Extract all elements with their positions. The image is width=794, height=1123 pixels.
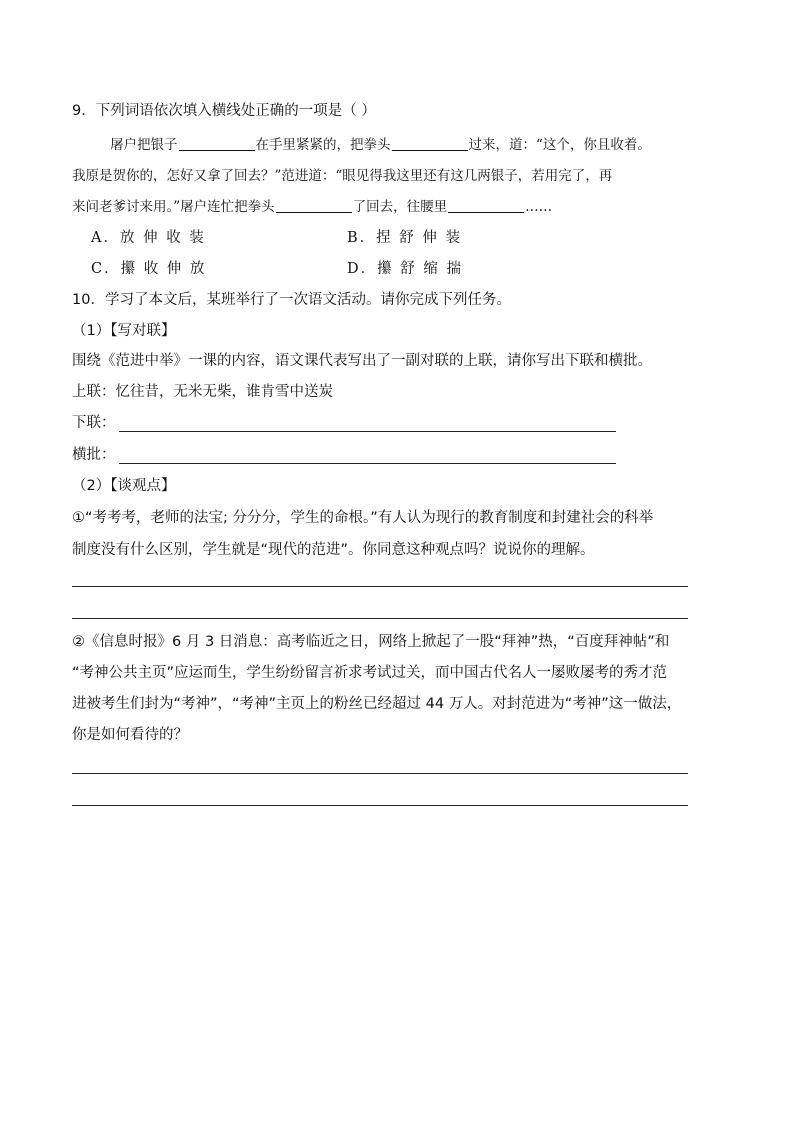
passage-text: 了回去，往腰里	[352, 199, 448, 215]
fill-blank-2[interactable]	[392, 136, 468, 151]
fill-blank-3[interactable]	[276, 198, 352, 213]
answer-line[interactable]	[72, 805, 688, 806]
passage-line-3	[72, 197, 552, 217]
part-2-q1-line-1: ①“考考考，老师的法宝; 分分分，学生的命根。”有人认为现行的教育制度和封建社会的科举	[72, 510, 654, 526]
couplet-lower-answer-line[interactable]	[119, 431, 616, 432]
passage-line-1	[110, 135, 651, 155]
passage-text: ……	[525, 199, 553, 215]
couplet-lower-label: 下联：	[72, 415, 116, 431]
couplet-upper-line: 上联：忆往昔，无米无柴，谁肯雪中送炭	[72, 384, 333, 400]
question-10-stem: 10．学习了本文后，某班举行了一次语文活动。请你完成下列任务。	[72, 292, 511, 308]
answer-line[interactable]	[72, 773, 688, 774]
option-a[interactable]: A．放 伸 收 装	[91, 230, 206, 246]
answer-line[interactable]	[72, 586, 688, 587]
option-c[interactable]: C．攥 收 伸 放	[91, 261, 207, 277]
fill-blank-4[interactable]	[448, 198, 524, 213]
option-b[interactable]: B．捏 舒 伸 装	[347, 230, 462, 246]
part-2-q1-line-2: 制度没有什么区别，学生就是“现代的范进”。你同意这种观点吗？说说你的理解。	[72, 542, 595, 558]
part-2-q2-line-2: “考神公共主页”应运而生，学生纷纷留言祈求考试过关，而中国古代名人一屡败屡考的秀才范	[72, 665, 668, 681]
question-9-stem: 9．下列词语依次填入横线处正确的一项是（ ）	[72, 103, 376, 119]
passage-text: 在手里紧紧的，把拳头	[255, 137, 391, 153]
part-2-heading: （2）【谈观点】	[72, 478, 176, 494]
couplet-horizontal-label: 横批：	[72, 447, 116, 463]
passage-text: 屠户把银子	[110, 137, 178, 153]
passage-line-2: 我原是贺你的，怎好又拿了回去？”范进道：“眼见得我这里还有这几两银子，若用完了，再	[72, 168, 613, 184]
part-2-q2-line-3: 进被考生们封为“考神”，“考神”主页上的粉丝已经超过 44 万人。对封范进为“考神”这一做法，	[72, 696, 682, 712]
passage-text: 来问老爹讨来用。”屠户连忙把拳头	[72, 199, 275, 215]
part-1-description: 围绕《范进中举》一课的内容，语文课代表写出了一副对联的上联，请你写出下联和横批。	[72, 353, 652, 369]
answer-line[interactable]	[72, 618, 688, 619]
part-2-q2-line-4: 你是如何看待的？	[72, 727, 188, 743]
option-d[interactable]: D．攥 舒 缩 揣	[347, 261, 463, 277]
part-1-heading: （1）【写对联】	[72, 323, 176, 339]
passage-text: 过来，道：“这个，你且收着。	[468, 137, 651, 153]
part-2-q2-line-1: ②《信息时报》6 月 3 日消息：高考临近之日，网络上掀起了一股“拜神”热，“百度拜神帖”和	[72, 634, 670, 650]
fill-blank-1[interactable]	[179, 136, 255, 151]
couplet-horizontal-answer-line[interactable]	[119, 463, 616, 464]
